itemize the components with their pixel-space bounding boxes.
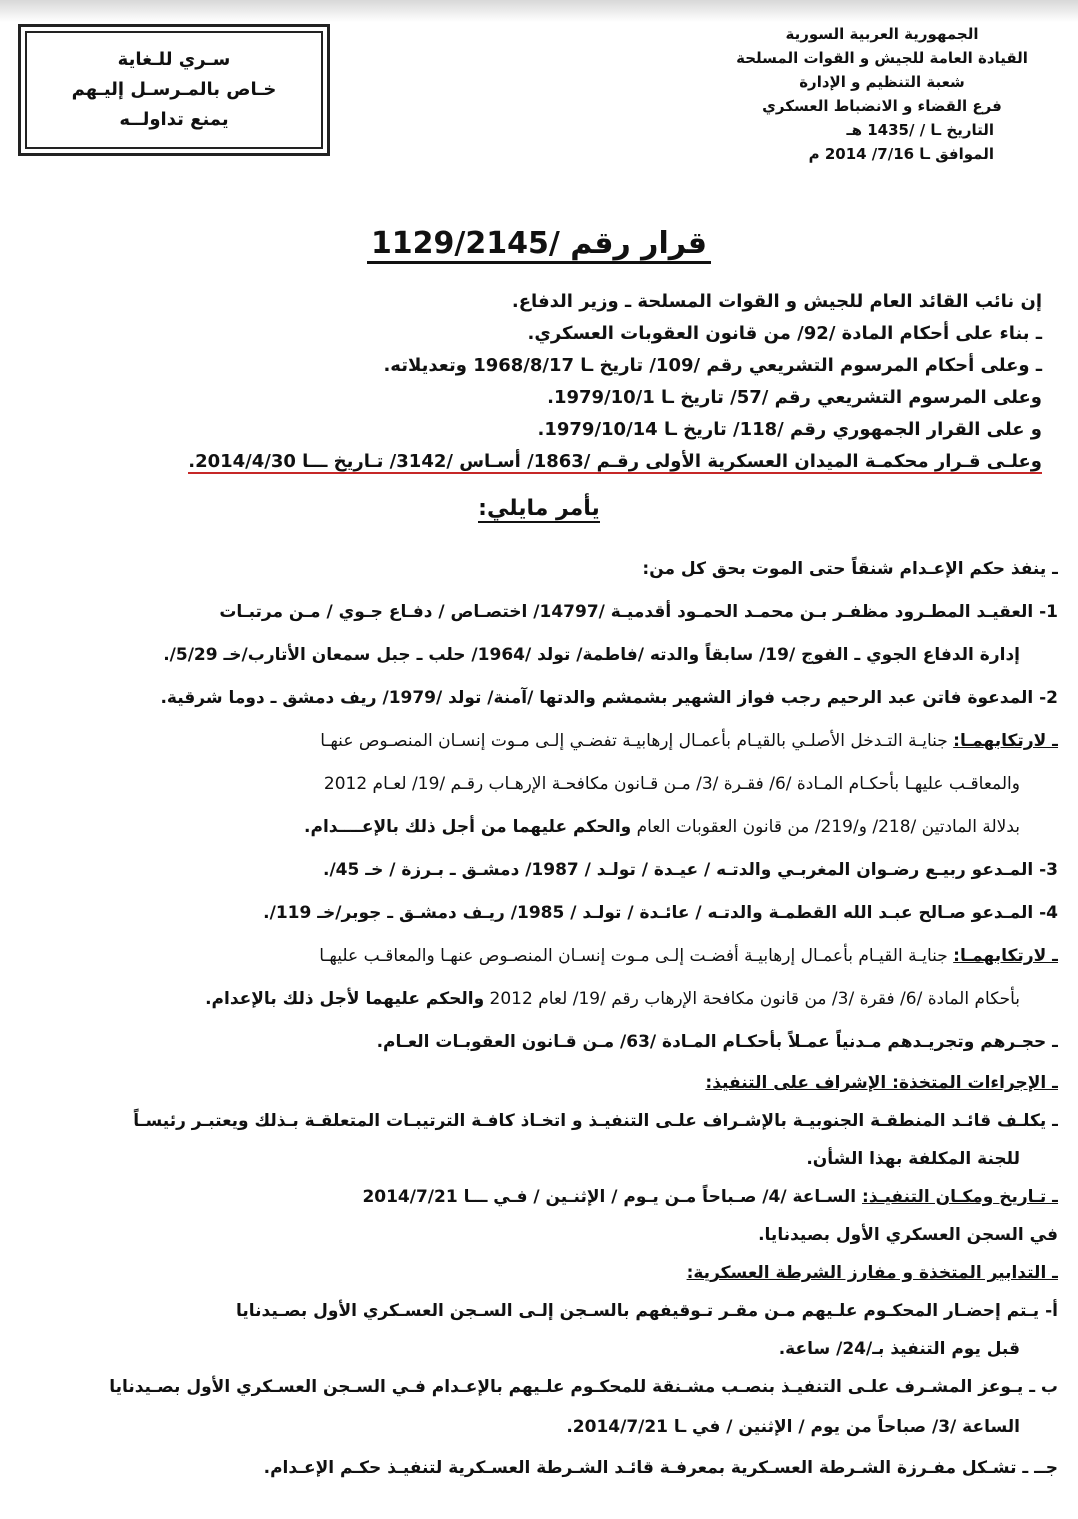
date-gregorian: الموافق ـا 7/16/ 2014 م (808, 145, 994, 163)
preamble (32, 286, 1042, 478)
measure-b-line-1: ب ـ يـوعز المشـرف علـى التنفيـذ بنصـب مشـنقة للمحكـوم علـيهم بالإعـدام فـي السـجن العسـكري الأول بصـيدنايا (109, 1377, 1058, 1397)
order-heading-text: يأمر مايلي: (478, 496, 600, 521)
police-heading: ـ التدابير المتخذة و مفارز الشرطة العسكرية: (686, 1263, 1058, 1283)
scan-top-edge (0, 0, 1078, 22)
crime-1-verdict: والحكم عليهما من أجل ذلك بالإعــــدام. (304, 817, 632, 837)
letterhead-branch: فرع القضاء و الانضباط العسكري (762, 97, 1002, 115)
measure-a-line-2: قبل يوم التنفيذ بـ/24/ ساعة. (778, 1339, 1020, 1359)
crime-2-line-1 (18, 935, 1058, 978)
date-hijri: التاريخ ـا / /1435 هـ (846, 121, 994, 139)
measures-heading: ـ الإجراءات المتخذة: الإشراف على التنفيذ: (705, 1073, 1058, 1093)
crime-1-text-a: جنايـة التـدخل الأصلـي بالقيـام بأعمـال إرهابيـة تفضـي إلـى مـوت إنسـان المنصـوص عنهـا (320, 731, 948, 751)
execution-time-line (18, 1178, 1058, 1216)
letterhead-country: الجمهورية العربية السورية (785, 25, 979, 43)
crime-2-verdict: والحكم عليهما لأجل ذلك بالإعدام. (205, 989, 485, 1009)
order-body (18, 548, 1058, 1487)
measure-a-line-1: أ- يـتم إحضـار المحكـوم علـيهم مـن مقـر تـوقيفهم بالسـجن إلـى السـجن العسـكري الأول بصـيدنايا (235, 1301, 1058, 1321)
preamble-line: إن نائب القائد العام للجيش و القوات المسلحة ـ وزير الدفاع. (511, 291, 1042, 312)
preamble-line: و على القرار الجمهوري رقم /118/ تاريخ ـا 1979/10/14. (537, 419, 1042, 440)
order-heading (0, 496, 1078, 521)
crime-2-label: ـ لارتكابهمـا: (953, 946, 1058, 966)
convict-1-line-2: إدارة الدفاع الجوي ـ الفوج /19/ سابقاً والدته /فاطمة/ تولد /1964/ حلب ـ جبل سمعان الأتارب/خـ 5/29/. (163, 645, 1020, 665)
execution-intro: ـ ينفذ حكم الإعـدام شنقاً حتى الموت بحق كل من: (642, 559, 1058, 579)
convict-2: 2- المدعوة فاتن عبد الرحيم رجب فواز الشهير بشمشم والدتها /آمنة/ تولد /1979/ ريف دمشق ـ دوما شرقية. (160, 688, 1058, 708)
stamp-line-1: سـري للـغاية (117, 49, 231, 70)
measures-line-2: للجنة المكلفة بهذا الشأن. (806, 1149, 1020, 1169)
preamble-line: ـ وعلى أحكام المرسوم التشريعي رقم /109/ تاريخ ـا 1968/8/17 وتعديلاته. (383, 355, 1042, 376)
preamble-line: وعلى المرسوم التشريعي رقم /57/ تاريخ ـا 1979/10/1. (547, 387, 1042, 408)
confidential-stamp-inner (25, 31, 323, 149)
measure-c-line-1: جــ ـ تشـكل مفـرزة الشـرطة العسـكرية بمعرفـة قائـد الشـرطة العسـكرية لتنفيـذ حكـم الإعـدام. (263, 1458, 1058, 1478)
convict-4: 4- المـدعو صـالح عبـد الله القطمـة والدتـه / عائـدة / تولـد / 1985/ ريـف دمشـق ـ جوبر/خـ 119/. (263, 903, 1058, 923)
civil-restriction: ـ حجـرهم وتجريـدهم مـدنياً عمـلاً بأحكـام المـادة /63/ مـن قـانون العقوبـات العـام. (376, 1032, 1058, 1052)
decision-title-text: قرار رقم /1129/2145 (367, 226, 711, 264)
police-heading-line (18, 1254, 1058, 1292)
execution-time-text: السـاعة /4/ صـباحاً مـن يـوم / الإثنـين / فـي ـــا 2014/7/21 (362, 1187, 857, 1207)
stamp-line-2: خـاص بالمـرسـل إليـهم (71, 79, 277, 100)
crime-1-label: ـ لارتكابهمـا: (953, 731, 1058, 751)
crime-1-line-3 (18, 806, 1058, 849)
convict-3: 3- المـدعو ربيـع رضـوان المغربـي والدتـه / عيـدة / تولـد / 1987/ دمشـق ـ بـرزة / خـ 45/. (323, 860, 1058, 880)
crime-2-text-b: بأحكام المادة /6/ فقرة /3/ من قانون مكافحة الإرهاب رقم /19/ لعام 2012 (489, 989, 1020, 1009)
measure-b-line-2: الساعة /3/ صباحاً من يوم / الإثنين / في ـا 2014/7/21. (566, 1417, 1020, 1437)
letterhead-division: شعبة التنظيم و الإدارة (799, 73, 965, 91)
crime-2-line-2 (18, 978, 1058, 1021)
crime-1-line-1 (18, 720, 1058, 763)
decision-title (0, 226, 1078, 261)
crime-2-text-a: جنايـة القيـام بأعمـال إرهابيـة أفضـت إلـى مـوت إنسـان المنصـوص عنهـا والمعاقـب عليهـا (319, 946, 948, 966)
stamp-line-3: يمنع تداولــه (119, 109, 229, 130)
execution-place: في السجن العسكري الأول بصيدنايا. (758, 1225, 1058, 1245)
execution-time-label: ـ تـاريخ ومكـان التنفيـذ: (862, 1187, 1058, 1207)
crime-1-text-c: بدلالة المادتين /218/ و/219/ من قانون العقوبات العام (636, 817, 1020, 837)
preamble-line-court-decision (32, 446, 1042, 478)
preamble-line: ـ بناء على أحكام المادة /92/ من قانون العقوبات العسكري. (527, 323, 1042, 344)
court-decision-underlined: وعلـى قـرار محكمـة الميدان العسكرية الأولى رقـم /1863/ أسـاس /3142/ تـاريخ ـــا 2014/4/30. (188, 451, 1042, 472)
crime-1-line-2: والمعاقـب عليهـا بأحكـام المـادة /6/ فقـرة /3/ مـن قـانون مكافحـة الإرهـاب رقـم /19/ لعـام 2012 (323, 774, 1020, 794)
confidential-stamp (18, 24, 330, 156)
convict-1-line-1: 1- العقيـد المطـرود مظفـر بـن محمـد الحمـود أقدميـة /14797/ اختصـاص / دفـاع جـوي / مـن مرتبـات (219, 602, 1058, 622)
letterhead (722, 22, 1042, 166)
measures-heading-line (18, 1064, 1058, 1102)
letterhead-command: القيادة العامة للجيش و القوات المسلحة (736, 49, 1028, 67)
measures-line-1: ـ يكلـف قائـد المنطقـة الجنوبيـة بالإشـراف علـى التنفيـذ و اتخـاذ كافـة الترتيبـات المتعلقـة بـذلك ويعتبـر رئيسـاً (133, 1111, 1058, 1131)
